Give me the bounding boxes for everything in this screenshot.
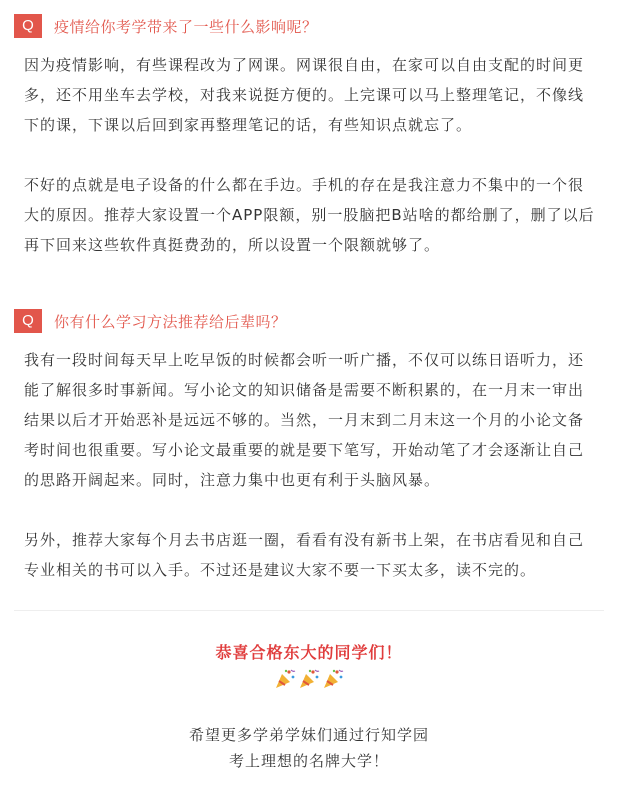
- answer-paragraph: 不好的点就是电子设备的什么都在手边。手机的存在是我注意力不集中的一个很大的原因。推荐大家设置一个APP限额，别一股脑把B站啥的都给删了，删了以后再下回来这些软件真挺费劲的，所以设置一个限额就够了。: [24, 176, 595, 254]
- party-popper-icon: [322, 668, 344, 692]
- q-badge: Q: [14, 309, 42, 333]
- party-icons: [0, 668, 618, 692]
- question-title: 疫情给你考学带来了一些什么影响呢？: [54, 17, 318, 36]
- q-badge: Q: [14, 14, 42, 38]
- party-popper-icon: [274, 668, 296, 692]
- congrats-heading: 恭喜合格东大的同学们！: [215, 643, 403, 662]
- hope-line: 考上理想的名牌大学！: [228, 752, 389, 770]
- divider: [14, 610, 604, 611]
- answer-paragraph: 我有一段时间每天早上吃早饭的时候都会听一听广播，不仅可以练日语听力，还能了解很多时事新闻。写小论文的知识储备是需要不断积累的，在一月末一审出结果以后才开始恶补是远远不够的。当然，一月末到二月末这一个月的小论文备考时间也很重要。写小论文最重要的就是要下笔写，开始动笔了才会逐渐让自己的思路开阔起来。同时，注意力集中也更有利于头脑风暴。: [24, 351, 585, 489]
- hope-line: 希望更多学弟学妹们通过行知学园: [188, 726, 429, 744]
- question-title: 你有什么学习方法推荐给后辈吗？: [54, 312, 287, 331]
- answer-paragraph: 因为疫情影响，有些课程改为了网课。网课很自由，在家可以自由支配的时间更多，还不用坐车去学校，对我来说挺方便的。上完课可以马上整理笔记，不像线下的课，下课以后回到家再整理笔记的话，有些知识点就忘了。: [24, 56, 585, 134]
- question-header-2: [14, 309, 287, 333]
- answer-paragraph: 另外，推荐大家每个月去书店逛一圈，看看有没有新书上架，在书店看见和自己专业相关的书可以入手。不过还是建议大家不要一下买太多，读不完的。: [24, 531, 585, 579]
- question-header-1: [14, 14, 318, 38]
- party-popper-icon: [298, 668, 320, 692]
